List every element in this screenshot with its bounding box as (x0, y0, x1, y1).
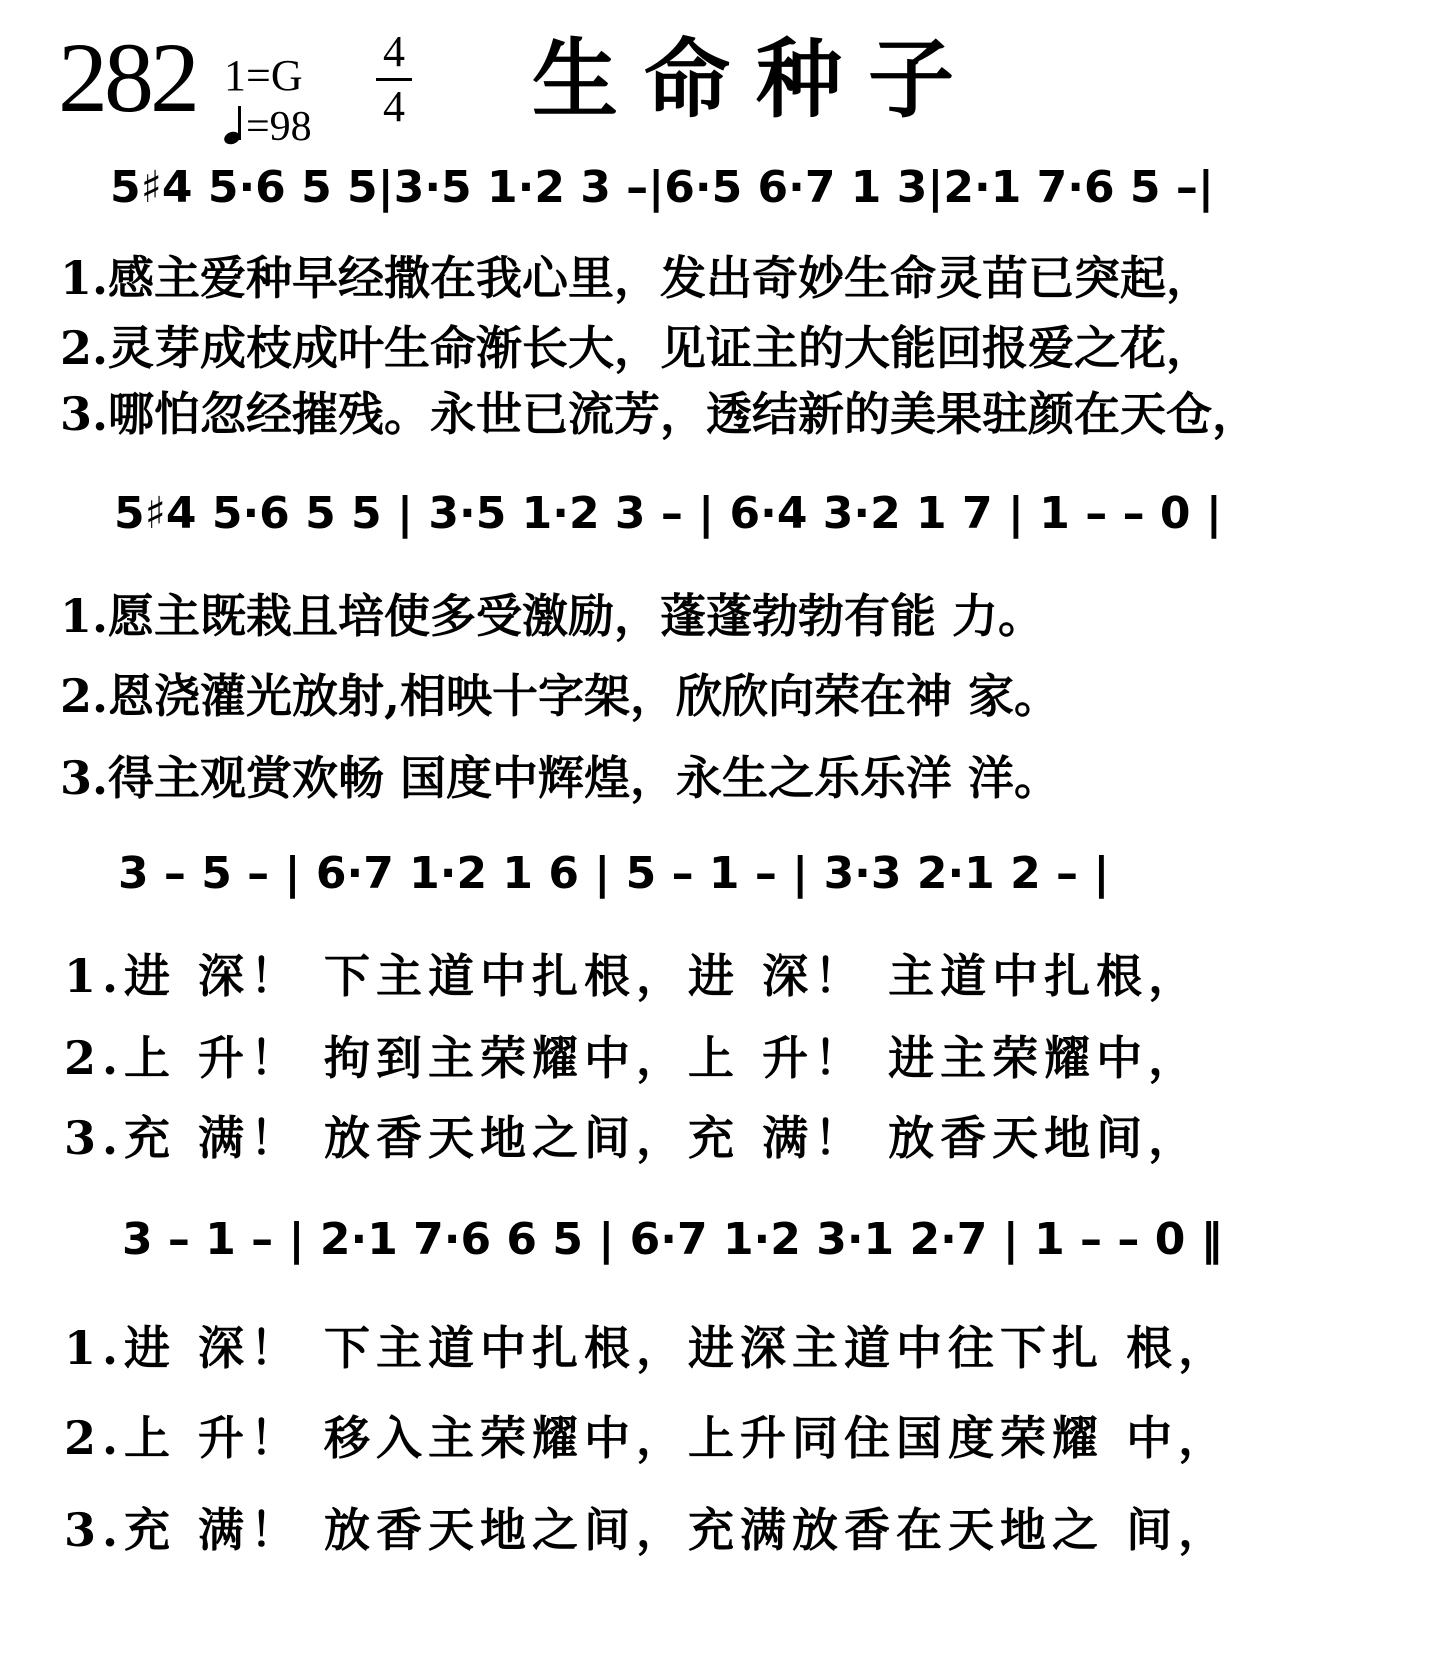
lyric-line-1-1: 1.感主爱种早经撒在我心里，发出奇妙生命灵苗已突起， (60, 251, 1213, 305)
lyric-line-2-1: 1.愿主既栽且培使多受激励，蓬蓬勃勃有能 力。 (60, 589, 1045, 643)
lyric-line-1-3: 3.哪怕忽经摧残。永世已流芳，透结新的美果驻颜在天仓， (60, 387, 1259, 441)
time-signature-bottom: 4 (383, 82, 405, 131)
lyric-line-2-2: 2.恩浇灌光放射,相映十字架，欣欣向荣在神 家。 (60, 669, 1061, 723)
key-signature: 1=G (224, 51, 303, 100)
time-signature-divider (376, 78, 412, 81)
lyric-line-2-3: 3.得主观赏欢畅 国度中辉煌，永生之乐乐洋 洋。 (60, 751, 1061, 805)
lyric-line-3-1: 1.进 深！ 下主道中扎根，进 深！ 主道中扎根， (64, 949, 1201, 1003)
notation-line-4: 3 – 1 – | 2·1 7·6 6 5 | 6·7 1·2 3·1 2·7 | 1 – – 0 ‖ (122, 1214, 1223, 1265)
tempo-value: =98 (246, 104, 312, 150)
time-signature-top: 4 (383, 27, 405, 76)
lyric-line-3-2: 2.上 升！ 拘到主荣耀中，上 升！ 进主荣耀中， (64, 1031, 1201, 1085)
notation-line-2: 5♯4 5·6 5 5 | 3·5 1·2 3 – | 6·4 3·2 1 7 | 1 – – 0 | (114, 488, 1222, 539)
lyric-line-4-3: 3.充 满！ 放香天地之间，充满放香在天地之 间， (64, 1503, 1231, 1557)
lyric-line-1-2: 2.灵芽成枝成叶生命渐长大，见证主的大能回报爱之花， (60, 321, 1213, 375)
tempo-marking (222, 106, 312, 148)
quarter-note-icon (222, 106, 246, 148)
hymn-title: 生命种子 (532, 30, 980, 130)
lyric-line-4-2: 2.上 升！ 移入主荣耀中，上升同住国度荣耀 中， (64, 1411, 1231, 1465)
notation-line-1: 5♯4 5·6 5 5|3·5 1·2 3 –|6·5 6·7 1 3|2·1 7·6 5 –| (110, 162, 1214, 213)
time-signature (374, 27, 414, 131)
hymn-number: 282 (58, 22, 196, 133)
lyric-line-4-1: 1.进 深！ 下主道中扎根，进深主道中往下扎 根， (64, 1321, 1231, 1375)
lyric-line-3-3: 3.充 满！ 放香天地之间，充 满！ 放香天地间， (64, 1111, 1201, 1165)
notation-line-3: 3 – 5 – | 6·7 1·2 1 6 | 5 – 1 – | 3·3 2·1 2 – | (118, 848, 1110, 899)
